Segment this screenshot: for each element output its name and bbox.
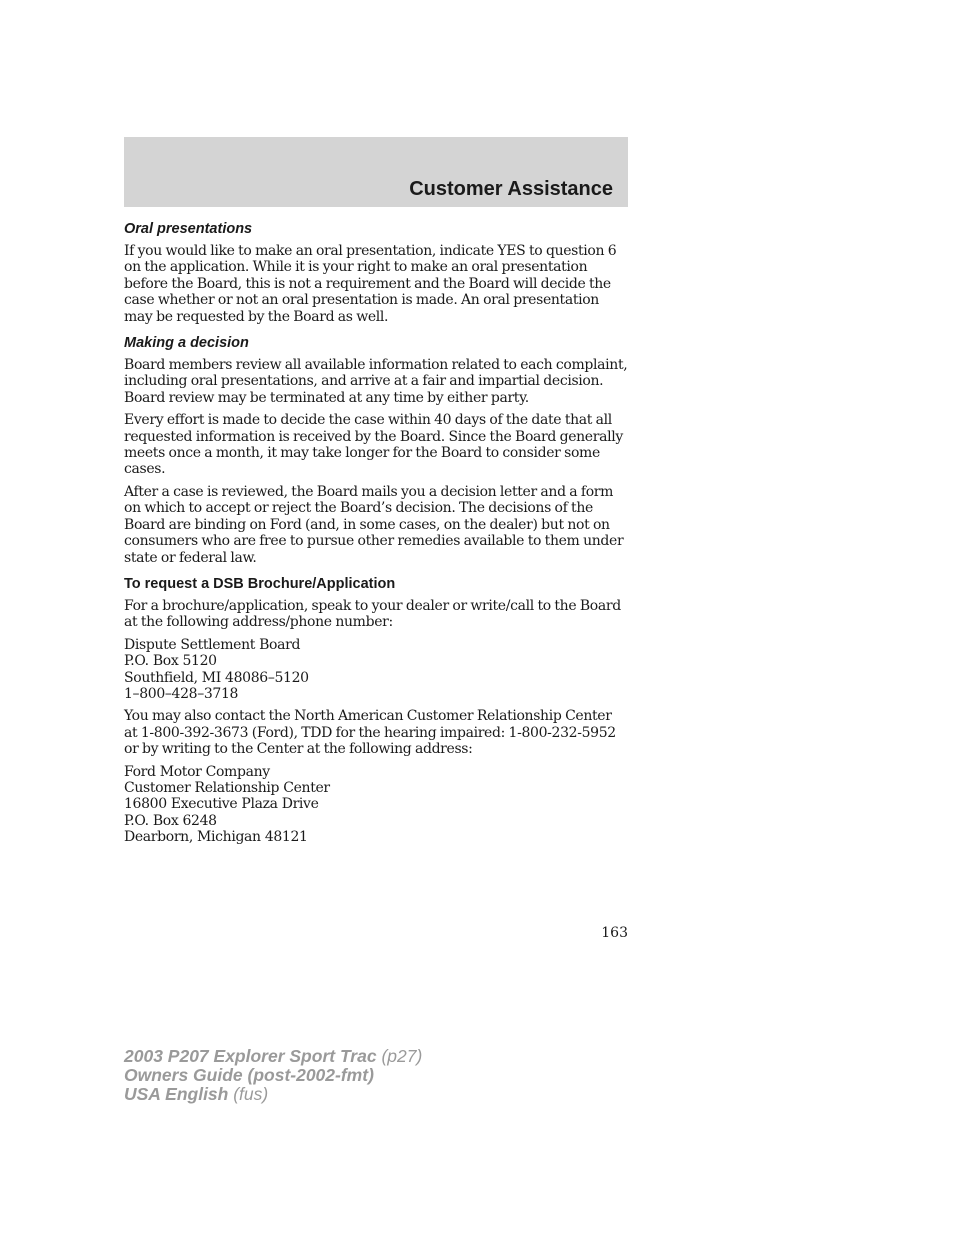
footer-line-3 — [124, 1085, 422, 1104]
address-line: 16800 Executive Plaza Drive — [124, 796, 319, 813]
page-content — [124, 220, 628, 852]
making-decision-heading: Making a decision — [124, 335, 249, 352]
page-number: 163 — [601, 925, 628, 941]
footer-language-code: (fus) — [228, 1084, 269, 1104]
address-line: Dearborn, Michigan 48121 — [124, 829, 308, 846]
footer-line-2 — [124, 1066, 422, 1085]
making-decision-paragraph-3: After a case is reviewed, the Board mails you a decision letter and a form on which to accept or reject the Board’s decision. The decisions of the Board are binding on Ford (and, in some cases, on the dealer) but not on consumers who are free to pursue other remedies available to them under state or federal law. — [124, 483, 624, 566]
footer-language: USA English — [124, 1084, 229, 1104]
footer-guide: Owners Guide (post-2002-fmt) — [124, 1065, 374, 1085]
footer-model: 2003 P207 Explorer Sport Trac — [124, 1046, 377, 1066]
request-brochure-paragraph-2: You may also contact the North American Customer Relationship Center at 1-800-392-3673 (Ford), TDD for the hearing impaired: 1-800-232-5952 or by writing to the Center at the following address: — [124, 708, 616, 758]
making-decision-paragraph-1: Board members review all available information related to each complaint, including oral presentations, and arrive at a fair and impartial decision. Board review may be terminated at any time by either party. — [124, 357, 628, 406]
document-footer — [124, 1047, 422, 1104]
oral-presentations-heading: Oral presentations — [124, 221, 253, 237]
request-brochure-paragraph-1: For a brochure/application, speak to your dealer or write/call to the Board at the following address/phone number: — [124, 597, 621, 631]
address-line: P.O. Box 6248 — [124, 812, 217, 829]
address-line: P.O. Box 5120 — [124, 653, 217, 670]
dispute-board-address — [124, 637, 628, 703]
section-header-band — [124, 137, 628, 207]
address-line: Customer Relationship Center — [124, 779, 330, 796]
address-line: Ford Motor Company — [124, 763, 270, 780]
making-decision-paragraph-2: Every effort is made to decide the case within 40 days of the date that all requested information is received by the Board. Since the Board generally meets once a month, it may take longer for the Board to consider some cases. — [124, 412, 623, 478]
ford-relationship-center-address — [124, 764, 628, 846]
address-line: 1–800–428–3718 — [124, 685, 239, 702]
section-title: Customer Assistance — [409, 178, 613, 200]
footer-model-code: (p27) — [376, 1046, 423, 1066]
address-line: Dispute Settlement Board — [124, 636, 301, 653]
address-line: Southfield, MI 48086–5120 — [124, 669, 309, 686]
footer-line-1 — [124, 1047, 422, 1066]
oral-presentations-paragraph: If you would like to make an oral presentation, indicate YES to question 6 on the application. While it is your right to make an oral presentation before the Board, this is not a requirement and the Board will decide the case whether or not an oral presentation is made. An oral presentation may be requested by the Board as well. — [124, 243, 617, 325]
request-brochure-heading: To request a DSB Brochure/Application — [124, 575, 396, 592]
